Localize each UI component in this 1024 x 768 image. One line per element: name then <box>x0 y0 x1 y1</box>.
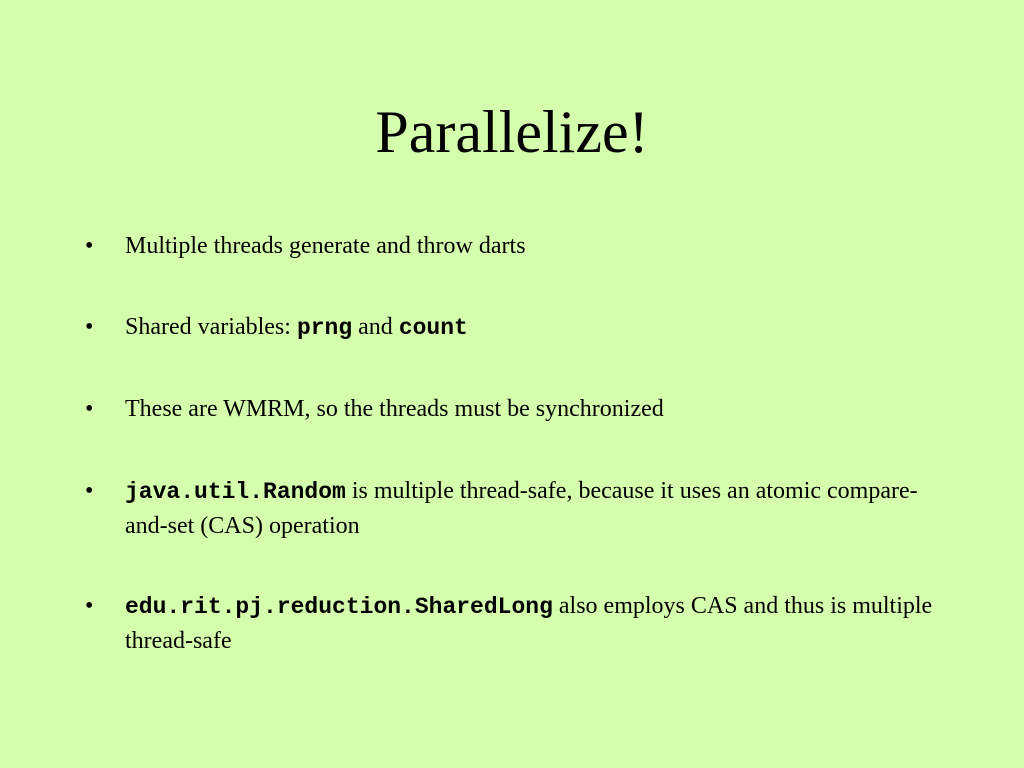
bullet-icon: • <box>85 396 94 422</box>
code-java-util-random: java.util.Random <box>125 479 346 505</box>
code-shared-long: edu.rit.pj.reduction.SharedLong <box>125 594 553 620</box>
bullet-item-shared-long <box>85 589 945 658</box>
bullet-item-wmrm <box>85 392 945 426</box>
bullet-text-plain: is multiple thread-safe, because it uses an atomic compare-and-set (CAS) operation <box>125 478 918 539</box>
bullet-icon: • <box>85 478 94 504</box>
bullet-text-plain: Shared variables: <box>125 314 297 340</box>
bullet-item-multiple-threads <box>85 229 945 263</box>
bullet-text <box>125 229 945 263</box>
bullet-text-plain: and <box>352 314 399 340</box>
bullet-icon: • <box>85 593 94 619</box>
code-count: count <box>398 315 468 341</box>
bullet-text-plain: These are WMRM, so the threads must be synchronized <box>125 396 664 422</box>
bullet-item-java-util-random <box>85 474 945 543</box>
bullet-icon: • <box>85 233 94 259</box>
bullet-text-plain: Multiple threads generate and throw darts <box>125 233 526 259</box>
bullet-text <box>125 589 945 658</box>
bullet-text <box>125 310 945 345</box>
code-prng: prng <box>296 315 353 341</box>
bullet-item-shared-variables <box>85 310 945 345</box>
bullet-text-plain: also employs CAS and thus is multiple thread-safe <box>125 593 933 654</box>
bullet-text <box>125 474 945 543</box>
bullet-icon: • <box>85 314 94 340</box>
slide-title: Parallelize! <box>375 99 649 165</box>
bullet-text <box>125 392 945 426</box>
